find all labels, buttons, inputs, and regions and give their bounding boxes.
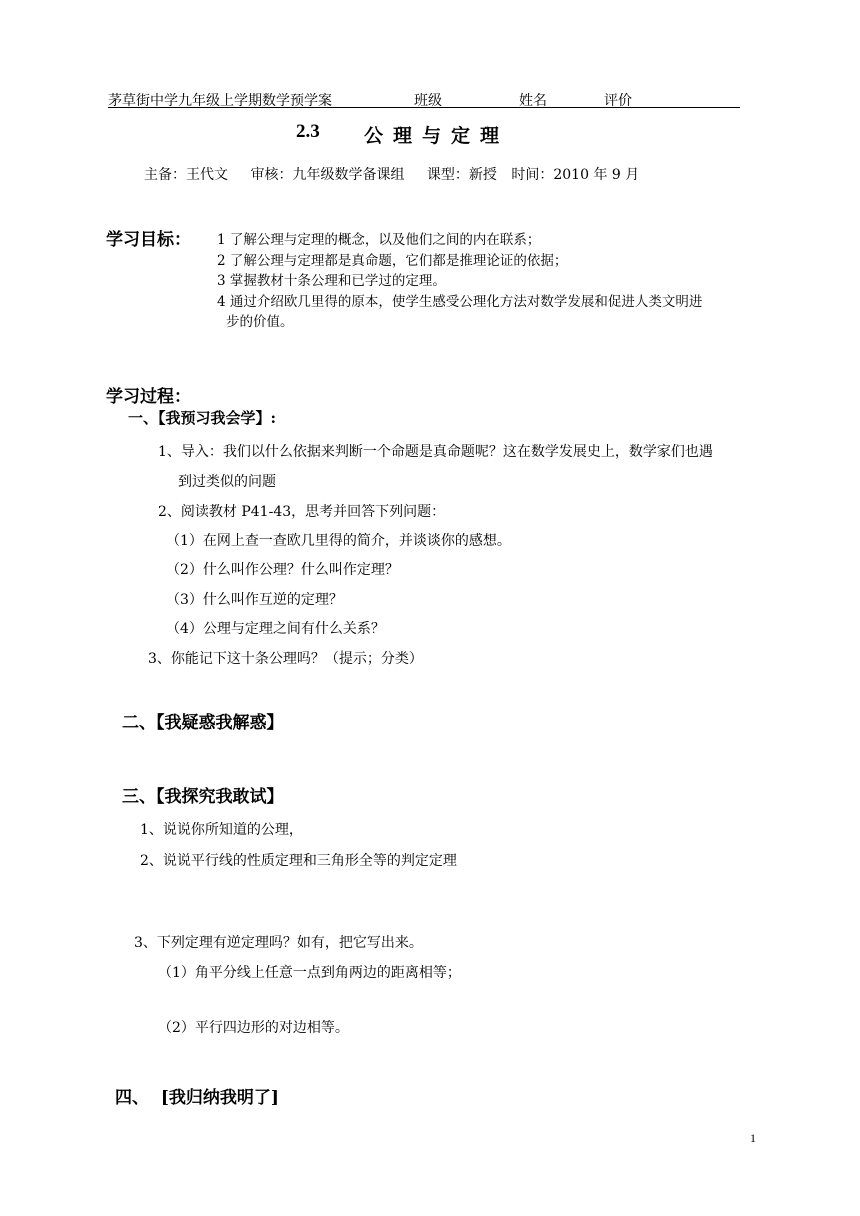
part1-q1-line1: 1、导入：我们以什么依据来判断一个命题是真命题呢？这在数学发展史上，数学家们也遇 [158,444,713,460]
part1-heading: 一、【我预习我会学】: [128,409,277,427]
meta-type: 课型：新授 [426,167,497,183]
goal-item-4-cont: 步的价值。 [226,314,294,330]
meta-line [144,164,657,184]
part1-q1-line2: 到过类似的问题 [178,474,276,490]
goal-item-4: 4 通过介绍欧几里得的原本，使学生感受公理化方法对数学发展和促进人类文明进 [217,294,703,310]
part1-q2-item-2: （2）什么叫作公理？什么叫作定理？ [166,562,399,578]
page-number: 1 [750,1131,756,1145]
header-school-title: 茅草街中学九年级上学期数学预学案 [108,93,332,109]
meta-author: 主备：王代文 [144,167,228,183]
header-eval-label: 评价 [604,93,632,109]
meta-reviewer: 审核：九年级数学备课组 [250,167,405,183]
part2-heading: 二、【我疑惑我解惑】 [122,713,284,733]
goals-heading: 学习目标： [106,230,191,250]
part4-heading: 四、 [我归纳我明了] [115,1088,279,1108]
part3-q3: 3、下列定理有逆定理吗？如有，把它写出来。 [134,935,423,951]
lesson-title: 公理与定理 [364,125,510,147]
part1-q3: 3、你能记下这十条公理吗？（提示；分类） [148,651,423,667]
goal-item-2: 2 了解公理与定理都是真命题，它们都是推理论证的依据； [217,253,568,269]
process-heading: 学习过程： [106,387,191,407]
header-name-label: 姓名 [519,93,547,109]
goal-item-1: 1 了解公理与定理的概念，以及他们之间的内在联系； [217,232,541,248]
part3-heading: 三、【我探究我敢试】 [122,787,284,807]
part3-q1: 1、说说你所知道的公理， [140,822,303,838]
part1-q2-item-1: （1）在网上查一查欧几里得的简介，并谈谈你的感想。 [166,533,511,549]
meta-time: 时间：2010 年 9 月 [511,167,640,183]
header-underline [108,107,740,108]
lesson-number: 2.3 [296,121,320,142]
goal-item-3: 3 掌握教材十条公理和已学过的定理。 [217,273,446,289]
part3-q3-item-2: （2）平行四边形的对边相等。 [158,1020,349,1036]
part1-q2: 2、阅读教材 P41-43，思考并回答下列问题： [158,504,446,520]
header-class-label: 班级 [414,93,442,109]
part3-q2: 2、说说平行线的性质定理和三角形全等的判定定理 [140,853,457,869]
part1-q2-item-4: （4）公理与定理之间有什么关系？ [166,621,385,637]
part1-q2-item-3: （3）什么叫作互逆的定理？ [166,592,343,608]
part3-q3-item-1: （1）角平分线上任意一点到角两边的距离相等； [158,965,461,981]
